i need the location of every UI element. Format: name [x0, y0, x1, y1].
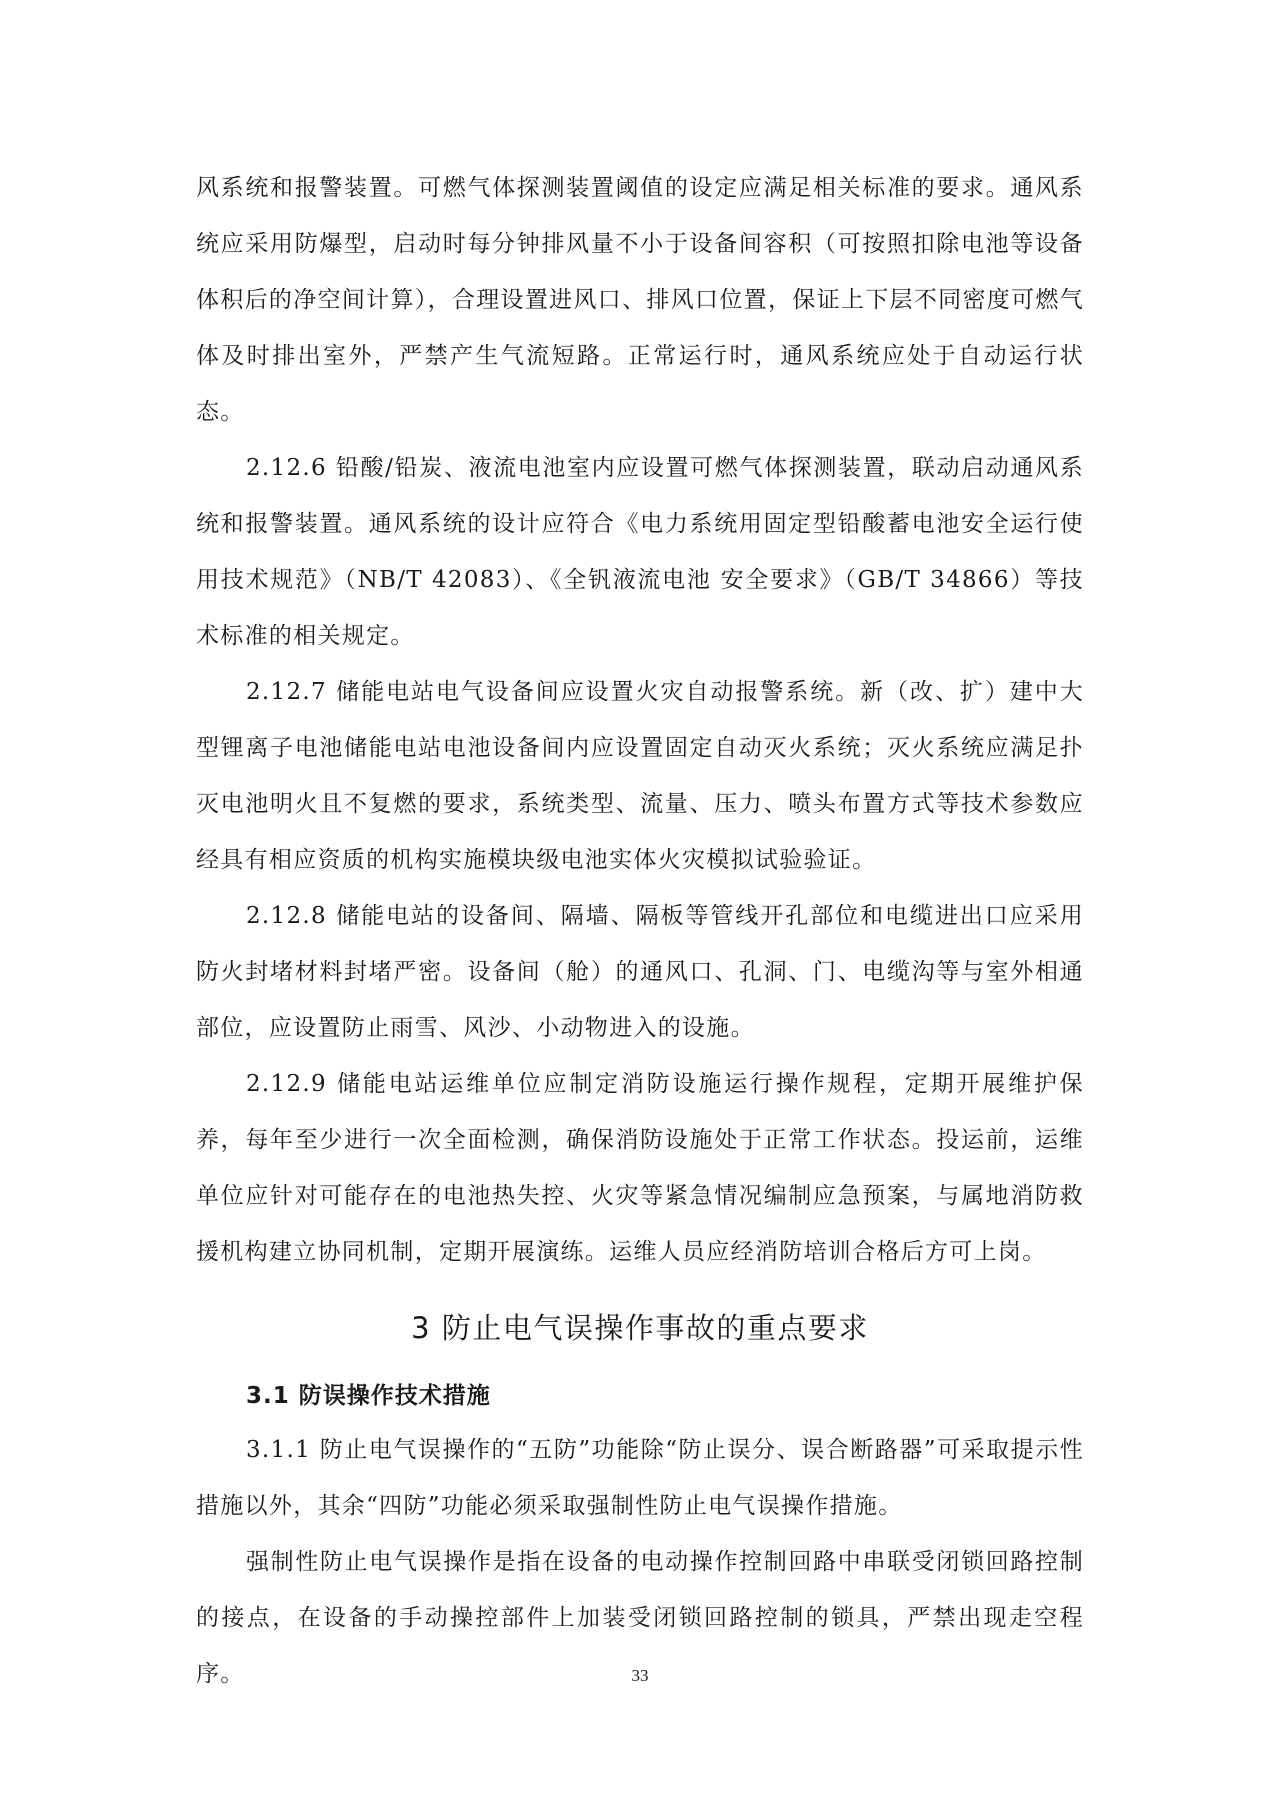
chapter-title: 3 防止电气误操作事故的重点要求: [411, 1311, 869, 1345]
section-title: 3.1 防误操作技术措施: [246, 1383, 491, 1409]
paragraph-2-12-6: 2.12.6 铅酸/铅炭、液流电池室内应设置可燃气体探测装置，联动启动通风系统和报警装置。通风系统的设计应符合《电力系统用固定型铅酸蓄电池安全运行使用技术规范》（NB/T 42083）、《全钒液流电池 安全要求》（GB/T 34866）等技术标准的相关规定。: [196, 455, 1084, 649]
paragraph-forced-interlock: 强制性防止电气误操作是指在设备的电动操作控制回路中串联受闭锁回路控制的接点，在设备的手动操控部件上加装受闭锁回路控制的锁具，严禁出现走空程序。: [196, 1549, 1084, 1687]
paragraph-continuation: 风系统和报警装置。可燃气体探测装置阈值的设定应满足相关标准的要求。通风系统应采用防爆型，启动时每分钟排风量不小于设备间容积（可按照扣除电池等设备体积后的净空间计算），合理设置进风口、排风口位置，保证上下层不同密度可燃气体及时排出室外，严禁产生气流短路。正常运行时，通风系统应处于自动运行状态。: [196, 175, 1084, 425]
paragraph-2-12-8: 2.12.8 储能电站的设备间、隔墙、隔板等管线开孔部位和电缆进出口应采用防火封堵材料封堵严密。设备间（舱）的通风口、孔洞、门、电缆沟等与室外相通部位，应设置防止雨雪、风沙、小动物进入的设施。: [196, 903, 1084, 1041]
paragraph-3-1-1: 3.1.1 防止电气误操作的“五防”功能除“防止误分、误合断路器”可采取提示性措施以外，其余“四防”功能必须采取强制性防止电气误操作措施。: [196, 1437, 1084, 1519]
paragraph-2-12-9: 2.12.9 储能电站运维单位应制定消防设施运行操作规程，定期开展维护保养，每年至少进行一次全面检测，确保消防设施处于正常工作状态。投运前，运维单位应针对可能存在的电池热失控、火灾等紧急情况编制应急预案，与属地消防救援机构建立协同机制，定期开展演练。运维人员应经消防培训合格后方可上岗。: [196, 1071, 1084, 1265]
document-page: [196, 160, 1084, 1702]
paragraph-2-12-7: 2.12.7 储能电站电气设备间应设置火灾自动报警系统。新（改、扩）建中大型锂离子电池储能电站电池设备间内应设置固定自动灭火系统；灭火系统应满足扑灭电池明火且不复燃的要求，系统类型、流量、压力、喷头布置方式等技术参数应经具有相应资质的机构实施模块级电池实体火灾模拟试验验证。: [196, 679, 1084, 873]
page-number: 33: [631, 1666, 649, 1685]
